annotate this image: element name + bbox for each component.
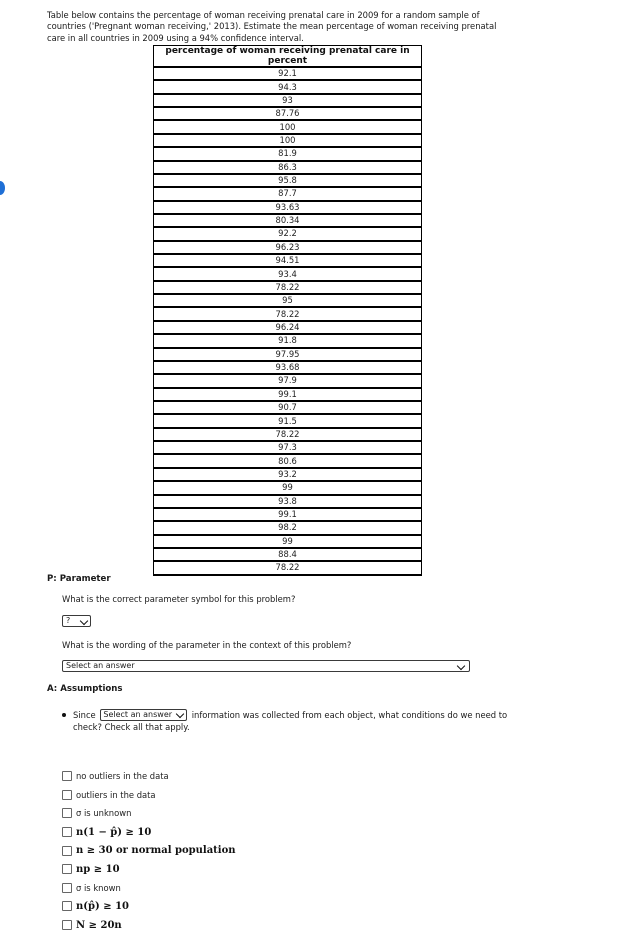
table-cell: 99.1 bbox=[154, 508, 422, 521]
table-cell: 87.7 bbox=[154, 187, 422, 200]
condition-label: n(p̂) ≥ 10 bbox=[76, 900, 129, 912]
condition-option[interactable] bbox=[62, 916, 236, 934]
condition-checkbox[interactable] bbox=[62, 901, 72, 911]
table-row bbox=[154, 187, 422, 200]
condition-label: σ is unknown bbox=[76, 808, 132, 819]
problem-statement: Table below contains the percentage of woman receiving prenatal care in 2009 for a random sample of countries ('Pregnant woman receiving,' 2013). Estimate the mean percentage of woman receiving prenatal care in all countries in 2009 using a 94% confidence interval. bbox=[47, 10, 497, 43]
table-cell: 99 bbox=[154, 481, 422, 494]
table-row bbox=[154, 348, 422, 361]
table-header: percentage of woman receiving prenatal care in percent bbox=[154, 46, 422, 68]
parameter-symbol-select[interactable] bbox=[62, 615, 91, 627]
table-cell: 91.8 bbox=[154, 334, 422, 347]
table-row bbox=[154, 321, 422, 334]
table-row bbox=[154, 441, 422, 454]
condition-option[interactable] bbox=[62, 767, 236, 786]
table-cell: 95.8 bbox=[154, 174, 422, 187]
table-cell: 80.6 bbox=[154, 454, 422, 467]
table-row bbox=[154, 147, 422, 160]
table-cell: 93.4 bbox=[154, 267, 422, 280]
condition-label: N ≥ 20n bbox=[76, 919, 122, 931]
table-row bbox=[154, 294, 422, 307]
table-row bbox=[154, 241, 422, 254]
table-row bbox=[154, 67, 422, 80]
table-row bbox=[154, 468, 422, 481]
condition-option[interactable] bbox=[62, 823, 236, 842]
table-cell: 90.7 bbox=[154, 401, 422, 414]
condition-checkbox[interactable] bbox=[62, 846, 72, 856]
parameter-wording-select[interactable] bbox=[62, 660, 470, 672]
table-row bbox=[154, 201, 422, 214]
condition-checkbox[interactable] bbox=[62, 920, 72, 930]
table-row bbox=[154, 134, 422, 147]
condition-label: outliers in the data bbox=[76, 789, 156, 800]
parameter-wording-value: Select an answer bbox=[66, 661, 135, 670]
condition-option[interactable] bbox=[62, 786, 236, 805]
condition-option[interactable] bbox=[62, 860, 236, 879]
table-row bbox=[154, 388, 422, 401]
table-cell: 93 bbox=[154, 94, 422, 107]
condition-label: σ is known bbox=[76, 882, 121, 893]
data-type-value: Select an answer bbox=[103, 709, 173, 719]
table-row bbox=[154, 374, 422, 387]
table-cell: 92.2 bbox=[154, 227, 422, 240]
condition-option[interactable] bbox=[62, 897, 236, 916]
table-cell: 94.3 bbox=[154, 80, 422, 93]
parameter-wording-question: What is the wording of the parameter in the context of this problem? bbox=[62, 640, 352, 650]
chevron-down-icon bbox=[80, 617, 88, 625]
table-row bbox=[154, 307, 422, 320]
table-cell: 78.22 bbox=[154, 561, 422, 574]
table-row bbox=[154, 561, 422, 574]
assumption-question-rest: information was collected from each object, what conditions do we need to check? Check all that apply. bbox=[73, 710, 508, 732]
table-row bbox=[154, 481, 422, 494]
table-row bbox=[154, 361, 422, 374]
table-row bbox=[154, 267, 422, 280]
table-cell: 78.22 bbox=[154, 281, 422, 294]
table-cell: 100 bbox=[154, 134, 422, 147]
assumption-question bbox=[73, 709, 521, 733]
table-cell: 87.76 bbox=[154, 107, 422, 120]
table-row bbox=[154, 161, 422, 174]
table-cell: 97.95 bbox=[154, 348, 422, 361]
table-row bbox=[154, 401, 422, 414]
table-row bbox=[154, 281, 422, 294]
chevron-down-icon bbox=[457, 662, 465, 670]
table-cell: 92.1 bbox=[154, 67, 422, 80]
table-row bbox=[154, 548, 422, 561]
table-row bbox=[154, 94, 422, 107]
table-cell: 99 bbox=[154, 535, 422, 548]
table-row bbox=[154, 334, 422, 347]
data-table bbox=[153, 45, 422, 576]
table-row bbox=[154, 521, 422, 534]
condition-checkbox[interactable] bbox=[62, 883, 72, 893]
table-cell: 78.22 bbox=[154, 428, 422, 441]
condition-label: n ≥ 30 or normal population bbox=[76, 845, 236, 857]
table-row bbox=[154, 454, 422, 467]
table-cell: 97.9 bbox=[154, 374, 422, 387]
table-cell: 80.34 bbox=[154, 214, 422, 227]
chevron-down-icon bbox=[176, 710, 184, 718]
table-cell: 78.22 bbox=[154, 307, 422, 320]
condition-checkbox[interactable] bbox=[62, 864, 72, 874]
table-row bbox=[154, 535, 422, 548]
since-text: Since bbox=[73, 710, 96, 720]
condition-checkbox[interactable] bbox=[62, 808, 72, 818]
table-row bbox=[154, 227, 422, 240]
condition-checkbox[interactable] bbox=[62, 790, 72, 800]
table-cell: 86.3 bbox=[154, 161, 422, 174]
table-row bbox=[154, 495, 422, 508]
table-row bbox=[154, 428, 422, 441]
table-cell: 99.1 bbox=[154, 388, 422, 401]
condition-checkbox[interactable] bbox=[62, 827, 72, 837]
table-row bbox=[154, 414, 422, 427]
table-cell: 95 bbox=[154, 294, 422, 307]
table-row bbox=[154, 80, 422, 93]
bullet-icon bbox=[62, 713, 66, 717]
table-cell: 93.68 bbox=[154, 361, 422, 374]
condition-option[interactable] bbox=[62, 804, 236, 823]
parameter-symbol-value: ? bbox=[66, 616, 71, 625]
table-cell: 88.4 bbox=[154, 548, 422, 561]
table-row bbox=[154, 120, 422, 133]
table-cell: 93.63 bbox=[154, 201, 422, 214]
table-cell: 81.9 bbox=[154, 147, 422, 160]
table-cell: 93.2 bbox=[154, 468, 422, 481]
table-cell: 96.23 bbox=[154, 241, 422, 254]
table-cell: 97.3 bbox=[154, 441, 422, 454]
condition-label: no outliers in the data bbox=[76, 771, 169, 782]
table-row bbox=[154, 174, 422, 187]
condition-checkbox[interactable] bbox=[62, 771, 72, 781]
table-row bbox=[154, 214, 422, 227]
condition-label: n(1 − p̂) ≥ 10 bbox=[76, 826, 152, 838]
parameter-symbol-question: What is the correct parameter symbol for this problem? bbox=[62, 594, 296, 604]
table-row bbox=[154, 107, 422, 120]
table-cell: 94.51 bbox=[154, 254, 422, 267]
data-type-select[interactable] bbox=[100, 709, 187, 721]
condition-option[interactable] bbox=[62, 879, 236, 898]
conditions-list bbox=[62, 767, 236, 934]
condition-option[interactable] bbox=[62, 841, 236, 860]
table-cell: 93.8 bbox=[154, 495, 422, 508]
table-cell: 91.5 bbox=[154, 414, 422, 427]
table-cell: 96.24 bbox=[154, 321, 422, 334]
table-row bbox=[154, 254, 422, 267]
table-cell: 100 bbox=[154, 120, 422, 133]
side-marker bbox=[0, 181, 5, 195]
parameter-title: P: Parameter bbox=[47, 574, 111, 584]
assumptions-title: A: Assumptions bbox=[47, 684, 123, 694]
table-cell: 98.2 bbox=[154, 521, 422, 534]
condition-label: np ≥ 10 bbox=[76, 863, 120, 875]
table-row bbox=[154, 508, 422, 521]
